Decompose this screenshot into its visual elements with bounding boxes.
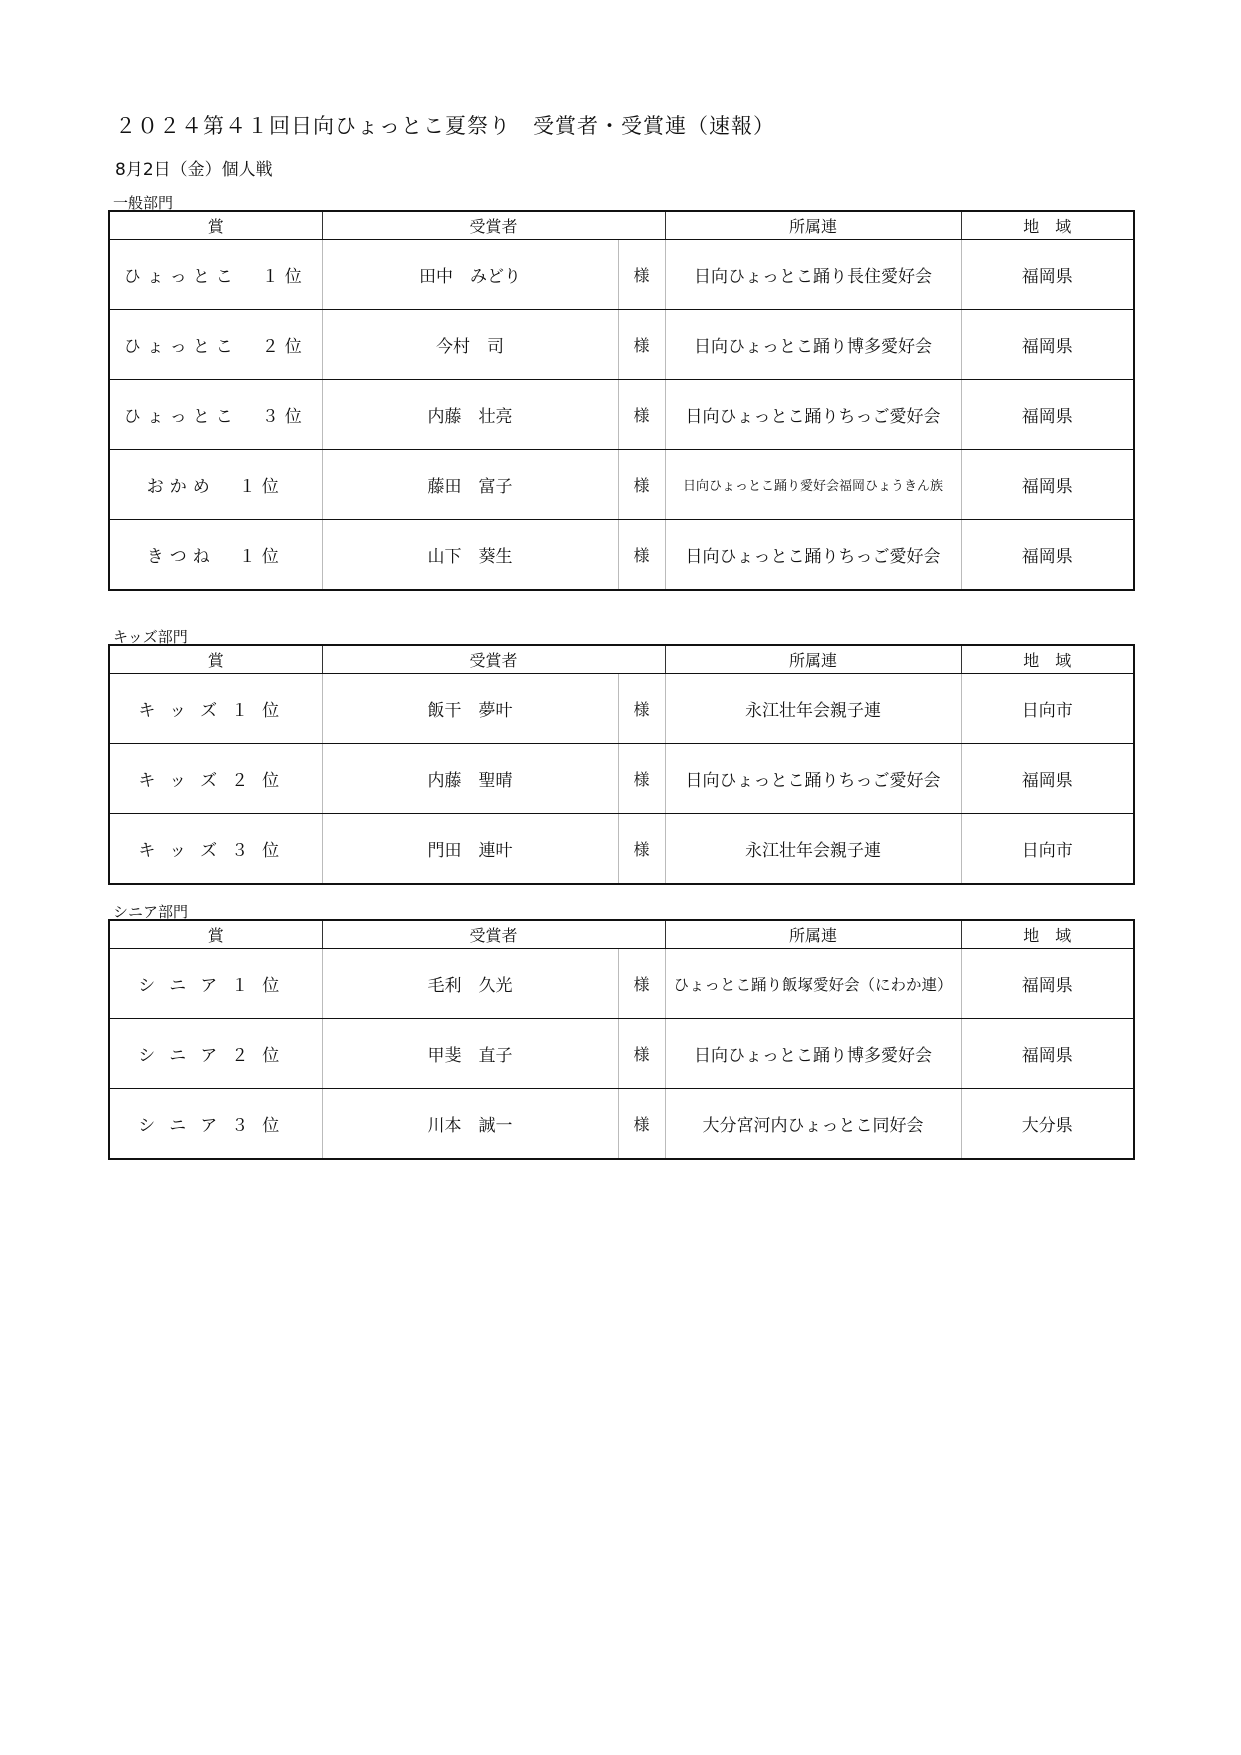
- table-row: [109, 674, 1134, 744]
- region-cell: 福岡県: [961, 240, 1134, 310]
- table-row: [109, 814, 1134, 885]
- table-header-row: [109, 920, 1134, 949]
- region-cell: 大分県: [961, 1089, 1134, 1160]
- table-row: [109, 1019, 1134, 1089]
- honorific: 様: [618, 240, 665, 310]
- column-header-prize: 賞: [109, 920, 322, 949]
- honorific: 様: [618, 1089, 665, 1160]
- region-cell: 福岡県: [961, 744, 1134, 814]
- recipient-name: 藤田 富子: [322, 450, 618, 520]
- region-cell: 福岡県: [961, 380, 1134, 450]
- region-cell: 福岡県: [961, 520, 1134, 591]
- prize-cell: シニア１位: [109, 949, 322, 1019]
- honorific: 様: [618, 520, 665, 591]
- region-cell: 福岡県: [961, 1019, 1134, 1089]
- prize-cell: キッズ３位: [109, 814, 322, 885]
- column-header-affiliation: 所属連: [665, 920, 961, 949]
- honorific: 様: [618, 1019, 665, 1089]
- section-label-kids: キッズ部門: [113, 628, 188, 646]
- recipient-name: 内藤 壮亮: [322, 380, 618, 450]
- table-row: [109, 520, 1134, 591]
- affiliation-cell: 永江壮年会親子連: [665, 674, 961, 744]
- recipient-name: 飯干 夢叶: [322, 674, 618, 744]
- prize-cell: キッズ１位: [109, 674, 322, 744]
- column-header-prize: 賞: [109, 211, 322, 240]
- document-subtitle: 8月2日（金）個人戦: [115, 160, 273, 180]
- recipient-name: 甲斐 直子: [322, 1019, 618, 1089]
- recipient-name: 内藤 聖晴: [322, 744, 618, 814]
- region-cell: 日向市: [961, 674, 1134, 744]
- recipient-name: 川本 誠一: [322, 1089, 618, 1160]
- region-cell: 福岡県: [961, 310, 1134, 380]
- column-header-recipient: 受賞者: [322, 645, 665, 674]
- recipient-name: 今村 司: [322, 310, 618, 380]
- honorific: 様: [618, 949, 665, 1019]
- table-row: [109, 240, 1134, 310]
- region-cell: 福岡県: [961, 450, 1134, 520]
- recipient-name: 門田 連叶: [322, 814, 618, 885]
- awards-table-kids: [108, 644, 1135, 885]
- table-header-row: [109, 645, 1134, 674]
- table-row: [109, 744, 1134, 814]
- prize-cell: ひょっとこ ２位: [109, 310, 322, 380]
- prize-cell: ひょっとこ １位: [109, 240, 322, 310]
- prize-cell: きつね １位: [109, 520, 322, 591]
- prize-cell: おかめ １位: [109, 450, 322, 520]
- prize-cell: シニア２位: [109, 1019, 322, 1089]
- affiliation-cell: ひょっとこ踊り飯塚愛好会（にわか連）: [665, 949, 961, 1019]
- prize-cell: シニア３位: [109, 1089, 322, 1160]
- honorific: 様: [618, 744, 665, 814]
- awards-table-senior: [108, 919, 1135, 1160]
- column-header-recipient: 受賞者: [322, 211, 665, 240]
- column-header-affiliation: 所属連: [665, 645, 961, 674]
- affiliation-cell: 日向ひょっとこ踊りちっご愛好会: [665, 520, 961, 591]
- document-title: ２０２４第４１回日向ひょっとこ夏祭り 受賞者・受賞連（速報）: [115, 114, 775, 138]
- awards-table-general: [108, 210, 1135, 591]
- table-row: [109, 1089, 1134, 1160]
- affiliation-cell: 日向ひょっとこ踊りちっご愛好会: [665, 744, 961, 814]
- affiliation-cell: 大分宮河内ひょっとこ同好会: [665, 1089, 961, 1160]
- column-header-recipient: 受賞者: [322, 920, 665, 949]
- affiliation-cell: 日向ひょっとこ踊り長住愛好会: [665, 240, 961, 310]
- honorific: 様: [618, 450, 665, 520]
- table-row: [109, 450, 1134, 520]
- prize-cell: キッズ２位: [109, 744, 322, 814]
- recipient-name: 田中 みどり: [322, 240, 618, 310]
- region-cell: 日向市: [961, 814, 1134, 885]
- table-row: [109, 380, 1134, 450]
- honorific: 様: [618, 310, 665, 380]
- column-header-region: 地 域: [961, 211, 1134, 240]
- table-row: [109, 949, 1134, 1019]
- prize-cell: ひょっとこ ３位: [109, 380, 322, 450]
- column-header-region: 地 域: [961, 645, 1134, 674]
- column-header-region: 地 域: [961, 920, 1134, 949]
- column-header-prize: 賞: [109, 645, 322, 674]
- table-row: [109, 310, 1134, 380]
- honorific: 様: [618, 814, 665, 885]
- affiliation-cell: 日向ひょっとこ踊り博多愛好会: [665, 1019, 961, 1089]
- column-header-affiliation: 所属連: [665, 211, 961, 240]
- affiliation-cell: 日向ひょっとこ踊りちっご愛好会: [665, 380, 961, 450]
- honorific: 様: [618, 674, 665, 744]
- affiliation-cell: 日向ひょっとこ踊り愛好会福岡ひょうきん族: [665, 450, 961, 520]
- affiliation-cell: 日向ひょっとこ踊り博多愛好会: [665, 310, 961, 380]
- recipient-name: 山下 葵生: [322, 520, 618, 591]
- affiliation-cell: 永江壮年会親子連: [665, 814, 961, 885]
- section-label-senior: シニア部門: [113, 903, 189, 921]
- recipient-name: 毛利 久光: [322, 949, 618, 1019]
- section-label-general: 一般部門: [113, 194, 174, 212]
- table-header-row: [109, 211, 1134, 240]
- region-cell: 福岡県: [961, 949, 1134, 1019]
- honorific: 様: [618, 380, 665, 450]
